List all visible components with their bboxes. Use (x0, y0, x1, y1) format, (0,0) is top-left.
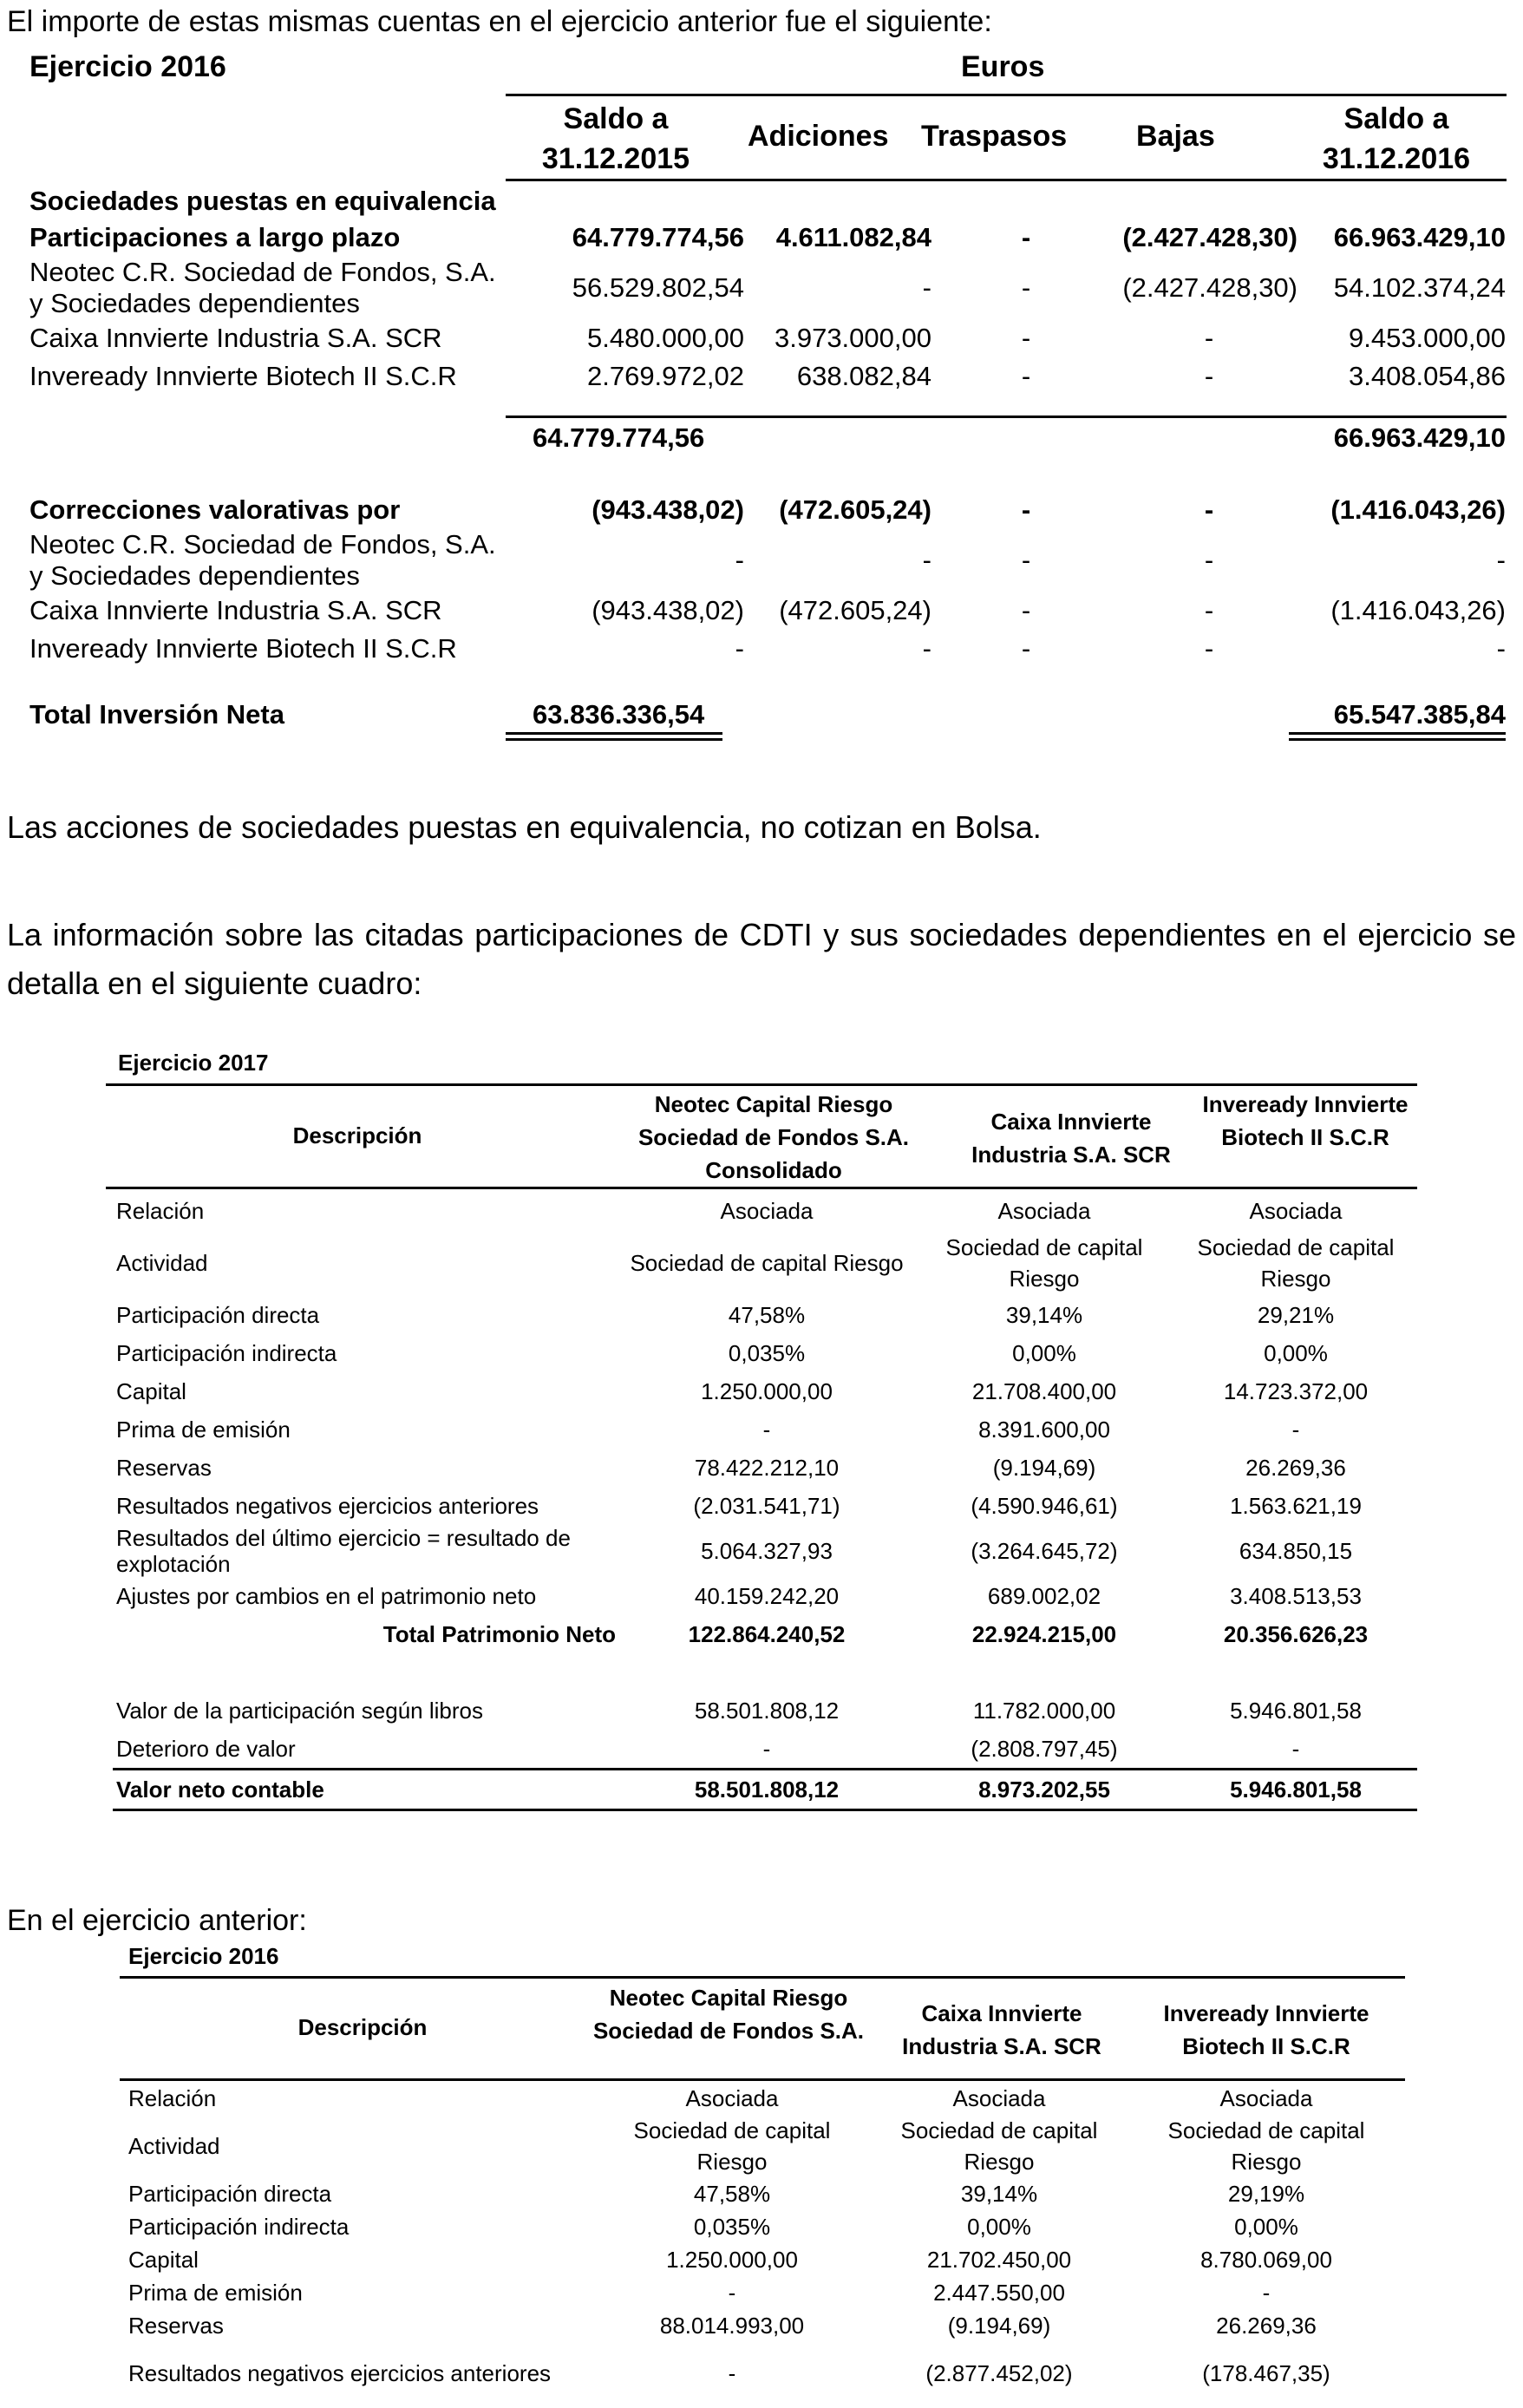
t1-sec1-label: Caixa Innvierte Industria S.A. SCR (29, 323, 442, 353)
t1-total-underline-2 (1289, 732, 1506, 741)
t1-sec2-value: - (1021, 633, 1031, 664)
t2-net-row-value: 8.973.202,55 (914, 1770, 1174, 1810)
t2-row-value: 11.782.000,00 (972, 1698, 1116, 1724)
t2-row-value: 47,58% (728, 1302, 806, 1328)
t2-row-value: 40.159.242,20 (694, 1583, 840, 1609)
t1-sec1-value: - (1021, 361, 1031, 391)
t1-sec2-value: - (1204, 545, 1214, 575)
t1-sec1-value: 2.769.972,02 (586, 361, 744, 391)
t2-row-value: (2.031.541,71) (693, 1493, 840, 1519)
t2-top-rule (106, 1083, 1417, 1086)
t3-row-value: Sociedad de capital Riesgo (1167, 2117, 1365, 2175)
t2-row (113, 1230, 1417, 1296)
t2-total-row (113, 1615, 1417, 1653)
t1-col-saldo2016: Saldo a 31.12.2016 (1322, 102, 1471, 175)
t1-sec1-value: 56.529.802,54 (572, 272, 744, 303)
t2-row (113, 1372, 1417, 1410)
t2-row-value: 1.563.621,19 (1230, 1493, 1362, 1519)
t1-section1-title: Sociedades puestas en equivalencia (29, 186, 496, 216)
t3-row-value: (178.467,35) (1202, 2360, 1330, 2386)
t3-row (125, 2342, 1405, 2405)
t3-col-caixa: Caixa Innvierte Industria S.A. SCR (902, 2000, 1101, 2059)
t3-row-value: 8.780.069,00 (1200, 2247, 1332, 2273)
t3-desc: Descripción (297, 2014, 428, 2040)
t2-total-row-label: Total Patrimonio Neto (382, 1621, 616, 1647)
t3-row-value: 29,19% (1227, 2181, 1305, 2207)
t2-row-value: 689.002,02 (987, 1583, 1101, 1609)
t2-body (113, 1192, 1417, 1811)
t3-row-label: Actividad (128, 2133, 220, 2159)
t3-col-neotec: Neotec Capital Riesgo Sociedad de Fondos S.A. (592, 1985, 865, 2044)
t3-row-value: 2.447.550,00 (933, 2280, 1065, 2306)
t1-sec1-row (26, 219, 1509, 257)
t3-row-value: 1.250.000,00 (666, 2247, 798, 2273)
t2-row-label: Relación (116, 1198, 205, 1224)
t2-total-row-value: 122.864.240,52 (688, 1621, 846, 1647)
t2-row-label: Reservas (116, 1455, 212, 1481)
t2-row-value: 58.501.808,12 (694, 1698, 840, 1724)
t3-row-value: 26.269,36 (1216, 2313, 1317, 2339)
t2-row (113, 1192, 1417, 1230)
t2-row-value: 1.250.000,00 (701, 1378, 833, 1404)
t1-sec2-label: Neotec C.R. Sociedad de Fondos, S.A. y Sociedades dependientes (29, 529, 496, 591)
t3-row (125, 2082, 1405, 2115)
t3-row-value: Asociada (952, 2085, 1046, 2111)
t1-sec2-value: - (1021, 494, 1031, 525)
t1-sec2-value: - (1496, 633, 1506, 664)
t3-row-label: Capital (128, 2247, 199, 2273)
t2-row (113, 1691, 1417, 1730)
t3-top-rule (120, 1976, 1405, 1979)
t3-row-value: - (728, 2280, 736, 2306)
t2-row-value: - (762, 1736, 771, 1762)
t2-row-value: 21.708.400,00 (971, 1378, 1117, 1404)
t3-hdr-rule (120, 2078, 1405, 2081)
t1-sec2-label: Inveready Innvierte Biotech II S.C.R (29, 633, 457, 664)
t2-col-neotec: Neotec Capital Riesgo Sociedad de Fondos S.A. Consolidado (637, 1091, 910, 1183)
t1-total-label: Total Inversión Neta (29, 699, 284, 730)
t1-sec2-value: - (922, 545, 931, 575)
t1-sec1-value: (2.427.428,30) (1122, 222, 1297, 252)
t1-sec2-value: (1.416.043,26) (1330, 494, 1506, 525)
t1-sec2-value: - (1204, 494, 1214, 525)
t1-sec1-label: Neotec C.R. Sociedad de Fondos, S.A. y Sociedades dependientes (29, 257, 496, 318)
t2-row-label: Ajustes por cambios en el patrimonio neto (116, 1583, 537, 1609)
t1-sec2-row (26, 529, 1509, 592)
t2-row-value: 29,21% (1257, 1302, 1335, 1328)
t2-row-value: 0,035% (728, 1340, 806, 1366)
t1-sec2-value: (943.438,02) (592, 595, 744, 625)
t2-row (113, 1410, 1417, 1449)
t1-subtotal-1: 64.779.774,56 (533, 422, 705, 453)
t2-row-value: 78.422.212,10 (694, 1455, 840, 1481)
t1-subtotal-rule (506, 416, 1507, 418)
t3-row-value: - (1262, 2280, 1271, 2306)
t2-net-row-value: 5.946.801,58 (1174, 1770, 1417, 1810)
t1-sec1-value: - (1021, 323, 1031, 353)
t2-row-label: Resultados del último ejercicio = resultado de explotación (116, 1525, 571, 1577)
t1-sec2-label: Correcciones valorativas por (29, 494, 401, 525)
t3-row-label: Reservas (128, 2313, 224, 2339)
t3-row-value: - (728, 2360, 736, 2386)
t1-sec2-label: Caixa Innvierte Industria S.A. SCR (29, 595, 442, 625)
t1-exercise: Ejercicio 2016 (29, 50, 226, 83)
t2-row-value: Sociedad de capital Riesgo (630, 1250, 904, 1276)
t1-sec1-row (26, 257, 1509, 319)
t2-total-row-value: 22.924.215,00 (971, 1621, 1117, 1647)
t1-total-2: 65.547.385,84 (1333, 699, 1506, 730)
t1-sec1-value: - (922, 272, 931, 303)
t2-row (113, 1334, 1417, 1372)
t2-spacer (113, 1653, 1417, 1691)
t1-sec2-row (26, 592, 1509, 630)
t1-currency: Euros (961, 50, 1045, 83)
t2-row-value: - (1291, 1417, 1300, 1443)
t1-sec2-value: - (1021, 545, 1031, 575)
t2-row-value: 634.850,15 (1239, 1538, 1353, 1564)
t2-net-row-label: Valor neto contable (113, 1770, 619, 1810)
t3-row-label: Participación directa (128, 2181, 332, 2207)
t2-row-value: Asociada (720, 1198, 814, 1224)
t3-row-value: 0,00% (967, 2214, 1031, 2240)
t3-row-value: Asociada (685, 2085, 779, 2111)
t2-col-inveready: Inveready Innvierte Biotech II S.C.R (1202, 1091, 1409, 1150)
t2-row-value: Sociedad de capital Riesgo (1197, 1234, 1395, 1292)
t3-row-value: (9.194,69) (947, 2313, 1051, 2339)
t3-row (125, 2115, 1405, 2177)
t3-row (125, 2177, 1405, 2210)
t2-row-label: Deterioro de valor (116, 1736, 296, 1762)
t1-col-bajas: Bajas (1136, 120, 1215, 153)
t2-row-value: Sociedad de capital Riesgo (945, 1234, 1143, 1292)
t2-row-value: 5.064.327,93 (701, 1538, 833, 1564)
intro-text: El importe de estas mismas cuentas en el ejercicio anterior fue el siguiente: (7, 5, 992, 38)
t1-sec1-value: 9.453.000,00 (1348, 323, 1506, 353)
para-info: La información sobre las citadas participaciones de CDTI y sus sociedades dependientes en el ejercicio se detalla en el siguiente cuadro: (7, 917, 1516, 1001)
t2-row-value: 8.391.600,00 (978, 1417, 1110, 1443)
t1-sec2-value: - (1204, 633, 1214, 664)
t2-row-label: Prima de emisión (116, 1417, 291, 1443)
t3-row-value: 88.014.993,00 (659, 2313, 805, 2339)
t1-sec1-value: - (1021, 272, 1031, 303)
t1-sec1-label: Inveready Innvierte Biotech II S.C.R (29, 361, 457, 391)
t3-row-value: 0,00% (1234, 2214, 1298, 2240)
t3-row-label: Relación (128, 2085, 217, 2111)
t1-sec2-value: - (1021, 595, 1031, 625)
t3-row-value: Sociedad de capital Riesgo (633, 2117, 831, 2175)
t3-row (125, 2210, 1405, 2243)
t2-row-label: Valor de la participación según libros (116, 1698, 483, 1724)
t1-header-rule (506, 94, 1507, 96)
t2-row (113, 1296, 1417, 1334)
t1-col-saldo2015: Saldo a 31.12.2015 (541, 102, 690, 175)
t2-row-value: 0,00% (1264, 1340, 1328, 1366)
t1-sec2-value: (472.605,24) (779, 595, 931, 625)
t1-rows2 (26, 491, 1509, 668)
t2-row-label: Actividad (116, 1250, 208, 1276)
t3-row-value: 0,035% (693, 2214, 771, 2240)
t2-row-label: Participación indirecta (116, 1340, 337, 1366)
t2-row-value: 39,14% (1005, 1302, 1083, 1328)
t1-sec1-value: 638.082,84 (796, 361, 931, 391)
t2-row-value: 3.408.513,53 (1230, 1583, 1362, 1609)
t2-total-row-value: 20.356.626,23 (1223, 1621, 1369, 1647)
t1-sec1-value: 5.480.000,00 (586, 323, 744, 353)
t2-spacer-cell (113, 1653, 1417, 1691)
t1-sec1-value: (2.427.428,30) (1122, 272, 1297, 303)
t1-sec2-row (26, 491, 1509, 529)
t2-hdr-rule (106, 1187, 1417, 1189)
t2-row-value: 0,00% (1012, 1340, 1076, 1366)
t2-row-value: (4.590.946,61) (971, 1493, 1118, 1519)
t2-row-value: (2.808.797,45) (971, 1736, 1118, 1762)
t3-row (125, 2309, 1405, 2342)
t1-sec1-value: 64.779.774,56 (572, 222, 744, 252)
t1-sec2-value: - (1204, 595, 1214, 625)
t1-sec2-value: - (1496, 545, 1506, 575)
t2-row (113, 1730, 1417, 1770)
t3-row-value: 21.702.450,00 (926, 2247, 1072, 2273)
t3-row-value: Asociada (1219, 2085, 1313, 2111)
para-ejercicio-anterior: En el ejercicio anterior: (7, 1904, 307, 1937)
t2-row (113, 1487, 1417, 1525)
t3-row-label: Prima de emisión (128, 2280, 303, 2306)
t2-row (113, 1449, 1417, 1487)
t2-desc: Descripción (292, 1122, 422, 1148)
t3-row-value: 39,14% (960, 2181, 1038, 2207)
t1-sec1-label: Participaciones a largo plazo (29, 222, 401, 252)
t2-row-value: (9.194,69) (992, 1455, 1096, 1481)
t2-net-row-value: 58.501.808,12 (619, 1770, 914, 1810)
t1-sec1-value: 54.102.374,24 (1333, 272, 1506, 303)
t1-sec1-row (26, 319, 1509, 357)
t2-row-value: 5.946.801,58 (1230, 1698, 1362, 1724)
t2-row-value: 14.723.372,00 (1223, 1378, 1369, 1404)
t3-row (125, 2276, 1405, 2309)
t1-sec1-value: - (1204, 361, 1214, 391)
t1-sec2-row (26, 630, 1509, 668)
t2-col-caixa: Caixa Innvierte Industria S.A. SCR (971, 1109, 1171, 1168)
t1-subtotal-2: 66.963.429,10 (1333, 422, 1506, 453)
t1-col-adiciones: Adiciones (748, 120, 889, 153)
t2-row-value: - (1291, 1736, 1300, 1762)
t1-sec1-value: 66.963.429,10 (1333, 222, 1506, 252)
t1-sec1-value: - (1204, 323, 1214, 353)
t1-sec2-value: (943.438,02) (592, 494, 744, 525)
t1-sec1-value: 4.611.082,84 (775, 222, 931, 252)
t3-row-value: 47,58% (693, 2181, 771, 2207)
t2-row-label: Participación directa (116, 1302, 320, 1328)
t3-row-value: Sociedad de capital Riesgo (900, 2117, 1098, 2175)
t3-row-value: (2.877.452,02) (925, 2360, 1073, 2386)
t2-net-row (113, 1770, 1417, 1810)
t1-sec2-value: - (735, 633, 744, 664)
t1-total-underline-1 (506, 732, 722, 741)
t1-colhdr-rule (506, 179, 1507, 181)
t2-row-label: Capital (116, 1378, 186, 1404)
t1-sec2-value: (1.416.043,26) (1330, 595, 1506, 625)
t3-col-inveready: Inveready Innvierte Biotech II S.C.R (1163, 2000, 1369, 2059)
t1-sec2-value: - (735, 545, 744, 575)
t1-sec1-value: 3.973.000,00 (774, 323, 931, 353)
t2-row (113, 1525, 1417, 1577)
t1-rows1 (26, 219, 1509, 396)
t1-sec1-value: - (1021, 222, 1031, 252)
t3-body (125, 2082, 1405, 2405)
t2-row-value: - (762, 1417, 771, 1443)
t3-row-label: Resultados negativos ejercicios anteriores (128, 2360, 552, 2386)
t1-sec2-value: - (922, 633, 931, 664)
t1-total-1: 63.836.336,54 (533, 699, 705, 730)
t3-exercise: Ejercicio 2016 (128, 1943, 279, 1969)
t2-row-value: Asociada (1249, 1198, 1343, 1224)
t2-exercise: Ejercicio 2017 (118, 1050, 269, 1076)
t1-sec2-value: (472.605,24) (779, 494, 931, 525)
t2-row-value: Asociada (997, 1198, 1091, 1224)
t1-sec1-value: 3.408.054,86 (1348, 361, 1506, 391)
t2-row-value: 26.269,36 (1245, 1455, 1346, 1481)
t2-row-value: (3.264.645,72) (971, 1538, 1118, 1564)
t3-row-label: Participación indirecta (128, 2214, 350, 2240)
t2-row (113, 1577, 1417, 1615)
t1-col-traspasos: Traspasos (921, 120, 1068, 153)
t2-row-label: Resultados negativos ejercicios anteriores (116, 1493, 539, 1519)
t1-sec1-row (26, 357, 1509, 396)
t3-row (125, 2243, 1405, 2276)
para-no-bolsa: Las acciones de sociedades puestas en equivalencia, no cotizan en Bolsa. (7, 809, 1042, 845)
